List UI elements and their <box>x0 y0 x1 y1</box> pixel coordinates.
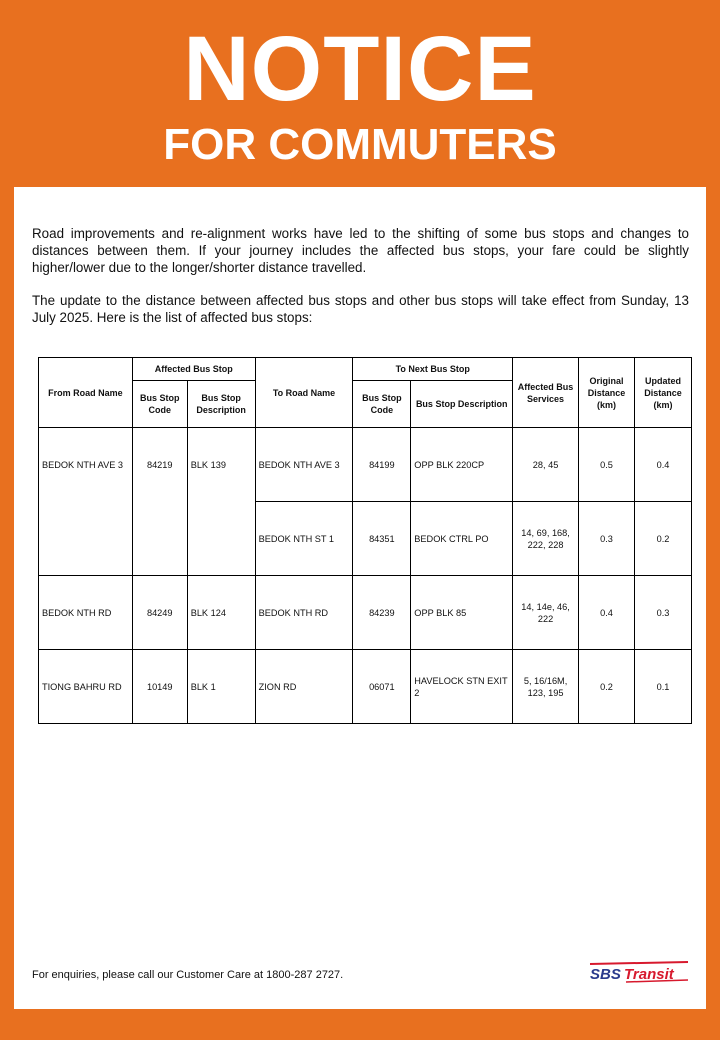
header-original-distance: Original Distance (km) <box>579 358 635 428</box>
original-distance-cell: 0.3 <box>579 502 635 576</box>
next-desc-cell: OPP BLK 220CP <box>411 428 513 502</box>
intro-paragraph-1: Road improvements and re-alignment works have led to the shifting of some bus stops and changes to distances between them. If your journey includes the affected bus stops, your fare could be slightly higher/lower due to the longer/shorter distance travelled. <box>32 226 689 275</box>
from-road-cell: BEDOK NTH AVE 3 <box>39 428 133 502</box>
to-road-cell: BEDOK NTH ST 1 <box>255 502 353 576</box>
enquiry-text: For enquiries, please call our Customer Care at 1800-287 2727. <box>32 969 344 981</box>
notice-title: NOTICE <box>183 18 537 120</box>
header-affected-code: Bus Stop Code <box>132 381 187 428</box>
header-services: Affected Bus Services <box>513 358 579 428</box>
header-from-road: From Road Name <box>39 358 133 428</box>
next-code-cell: 84199 <box>353 428 411 502</box>
notice-header <box>0 0 720 186</box>
logo-transit-text: Transit <box>624 966 674 983</box>
affected-bus-stops-table <box>38 357 692 724</box>
original-distance-cell: 0.4 <box>579 576 635 650</box>
stop-code-cell: 84249 <box>132 576 187 650</box>
table-row <box>39 650 692 724</box>
stop-code-cell: 10149 <box>132 650 187 724</box>
table-row <box>39 428 692 502</box>
updated-distance-cell: 0.3 <box>634 576 691 650</box>
next-code-cell: 84239 <box>353 576 411 650</box>
services-cell: 5, 16/16M, 123, 195 <box>513 650 579 724</box>
next-desc-cell: OPP BLK 85 <box>411 576 513 650</box>
from-road-cell: TIONG BAHRU RD <box>39 650 133 724</box>
stop-code-cell: 84219 <box>132 428 187 502</box>
header-next-desc: Bus Stop Description <box>411 381 513 428</box>
to-road-cell: BEDOK NTH RD <box>255 576 353 650</box>
updated-distance-cell: 0.4 <box>634 428 691 502</box>
stop-desc-cell: BLK 124 <box>187 576 255 650</box>
to-road-cell: BEDOK NTH AVE 3 <box>255 428 353 502</box>
sbs-transit-logo <box>588 960 690 986</box>
to-road-cell: ZION RD <box>255 650 353 724</box>
intro-paragraph-2: The update to the distance between affected bus stops and other bus stops will take effect from Sunday, 13 July 2025. Here is the list of affected bus stops: <box>32 293 689 325</box>
sbs-transit-logo-icon <box>588 960 690 986</box>
header-next-stop: To Next Bus Stop <box>353 358 513 381</box>
stop-code-cell <box>132 502 187 576</box>
stop-desc-cell: BLK 139 <box>187 428 255 502</box>
header-affected-desc: Bus Stop Description <box>187 381 255 428</box>
services-cell: 14, 14e, 46, 222 <box>513 576 579 650</box>
services-cell: 28, 45 <box>513 428 579 502</box>
updated-distance-cell: 0.2 <box>634 502 691 576</box>
header-updated-distance: Updated Distance (km) <box>634 358 691 428</box>
stop-desc-cell <box>187 502 255 576</box>
updated-distance-cell: 0.1 <box>634 650 691 724</box>
from-road-cell <box>39 502 133 576</box>
next-code-cell: 06071 <box>353 650 411 724</box>
original-distance-cell: 0.2 <box>579 650 635 724</box>
original-distance-cell: 0.5 <box>579 428 635 502</box>
next-desc-cell: HAVELOCK STN EXIT 2 <box>411 650 513 724</box>
next-desc-cell: BEDOK CTRL PO <box>411 502 513 576</box>
header-affected-stop: Affected Bus Stop <box>132 358 255 381</box>
table-row <box>39 502 692 576</box>
header-to-road: To Road Name <box>255 358 353 428</box>
logo-sbs-text: SBS <box>590 966 621 983</box>
notice-subtitle: FOR COMMUTERS <box>163 120 557 169</box>
notice-panel <box>14 187 706 1009</box>
stop-desc-cell: BLK 1 <box>187 650 255 724</box>
header-next-code: Bus Stop Code <box>353 381 411 428</box>
table-row <box>39 576 692 650</box>
from-road-cell: BEDOK NTH RD <box>39 576 133 650</box>
next-code-cell: 84351 <box>353 502 411 576</box>
services-cell: 14, 69, 168, 222, 228 <box>513 502 579 576</box>
